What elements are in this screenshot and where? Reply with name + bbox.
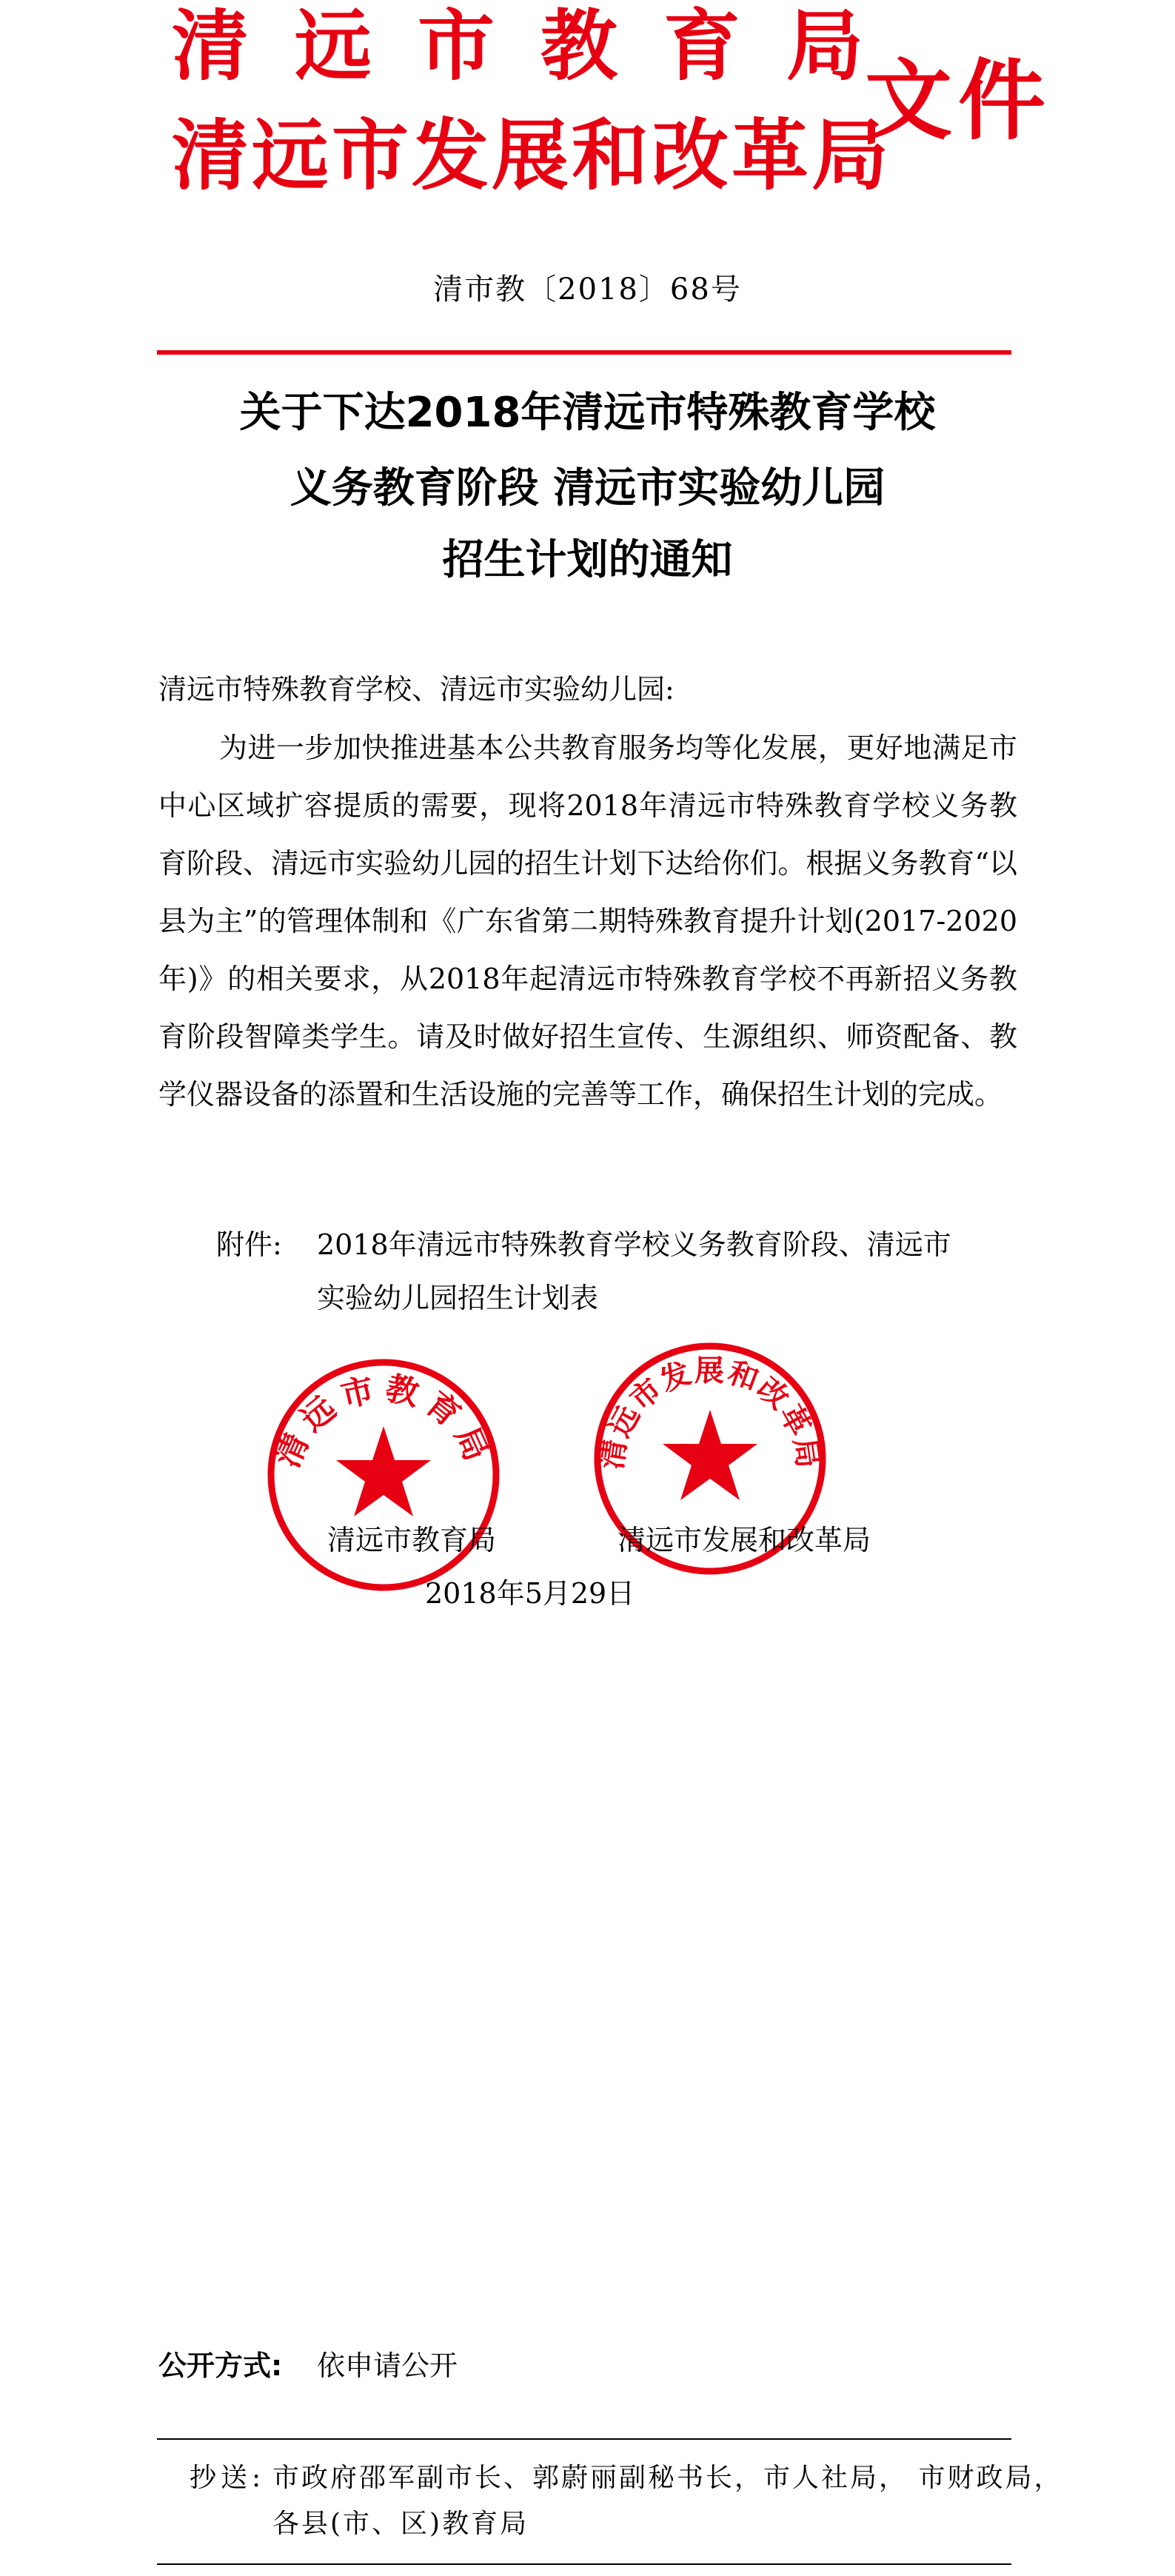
body-paragraph: 为进一步加快推进基本公共教育服务均等化发展，更好地满足市中心区域扩容提质的需要，现将2018年清远市特殊教育学校义务教育阶段、清远市实验幼儿园的招生计划下达给你们。根据义务教育“以县为主”的管理体制和《广东省第二期特殊教育提升计划(2017-2020年)》的相关要求，从2018年起清远市特殊教育学校不再新招义务教育阶段智障类学生。请及时做好招生宣传、生源组织、师资配备、教学仪器设备的添置和生活设施的完善等工作，确保招生计划的完成。 xyxy=(158,732,1017,1111)
issuer-title-1: 清远市教育局 xyxy=(172,1,910,91)
signature-date: 2018年5月29日 xyxy=(425,1577,635,1610)
red-divider xyxy=(157,350,1011,355)
cc-recipients-line-1: 市政府邵军副市长、郭蔚丽副秘书长，市人社局， 市财政局， xyxy=(272,2463,1063,2493)
issuer-title-2: 清远市发展和改革局 xyxy=(172,110,892,201)
document-type-label: 文件 xyxy=(865,50,1052,152)
footer-divider-bottom xyxy=(157,2563,1011,2565)
title-line-1: 关于下达2018年清远市特殊教育学校 xyxy=(239,389,936,437)
disclosure-value: 依申请公开 xyxy=(317,2349,458,2382)
attachment-title-line-1: 2018年清远市特殊教育学校义务教育阶段、清远市 xyxy=(317,1228,951,1261)
seal2-text: 清远市发展和改革局 xyxy=(595,1354,826,1472)
signature-issuer-2: 清远市发展和改革局 xyxy=(617,1524,871,1556)
footer-divider-top xyxy=(157,2438,1011,2440)
cc-label: 抄送: xyxy=(190,2463,266,2493)
disclosure-label: 公开方式: xyxy=(158,2349,283,2382)
addressee: 清远市特殊教育学校、清远市实验幼儿园: xyxy=(158,673,674,706)
official-seal-education-bureau xyxy=(264,1355,503,1595)
signature-issuer-1: 清远市教育局 xyxy=(327,1524,497,1556)
attachment-title-line-2: 实验幼儿园招生计划表 xyxy=(317,1282,599,1314)
title-line-2: 义务教育阶段 清远市实验幼儿园 xyxy=(289,464,886,512)
cc-recipients-line-2: 各县(市、区)教育局 xyxy=(272,2509,529,2539)
attachment-label: 附件: xyxy=(216,1228,282,1261)
seal1-text: 清远市教育局 xyxy=(268,1369,499,1473)
document-number: 清市教〔2018〕68号 xyxy=(433,272,742,307)
title-line-3: 招生计划的通知 xyxy=(442,536,733,584)
